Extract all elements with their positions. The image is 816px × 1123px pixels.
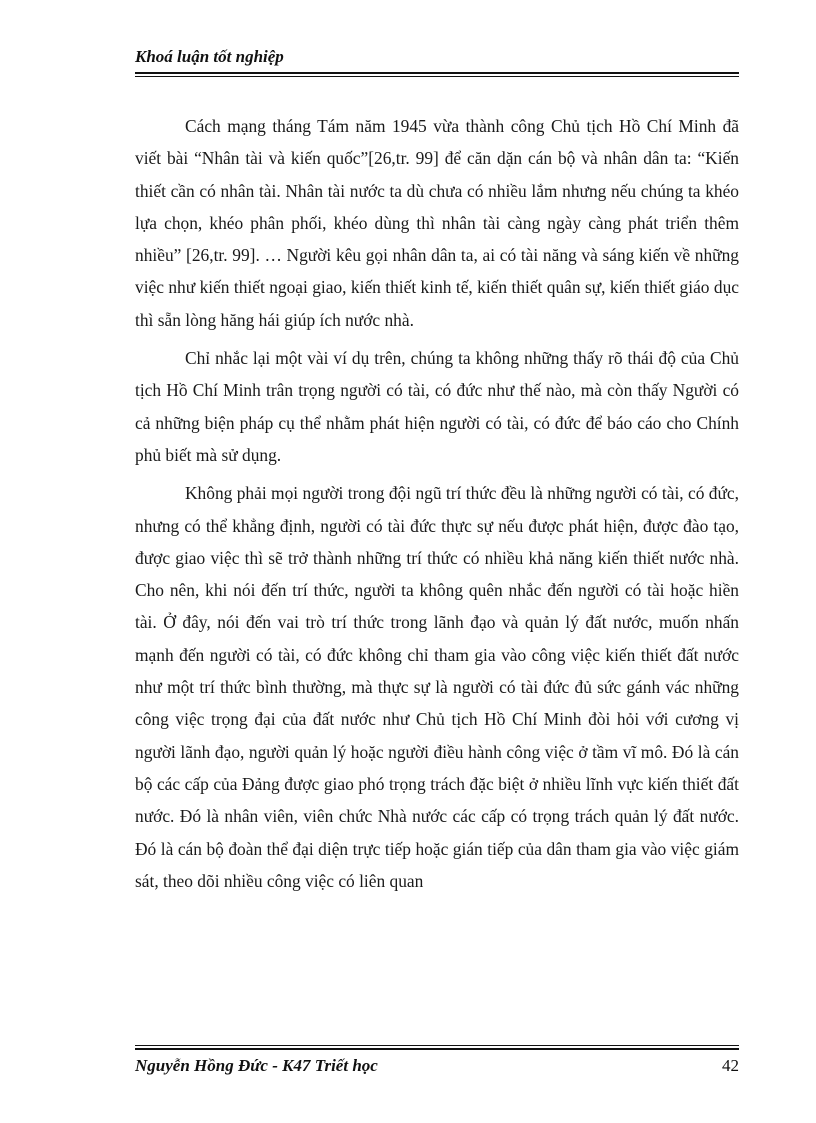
page-footer bbox=[135, 1045, 739, 1085]
footer-rule-thin bbox=[135, 1045, 739, 1046]
page-header bbox=[135, 46, 739, 68]
paragraph-1: Cách mạng tháng Tám năm 1945 vừa thành công Chủ tịch Hồ Chí Minh đã viết bài “Nhân tài và kiến quốc”[26,tr. 99] để căn dặn cán bộ và nhân dân ta: “Kiến thiết cần có nhân tài. Nhân tài nước ta dù chưa có nhiều lắm nhưng nếu chúng ta khéo lựa chọn, khéo phân phối, khéo dùng thì nhân tài càng ngày càng phát triển thêm nhiều” [26,tr. 99]. … Người kêu gọi nhân dân ta, ai có tài năng và sáng kiến về những việc như kiến thiết ngoại giao, kiến thiết kinh tế, kiến thiết quân sự, kiến thiết giáo dục thì sẵn lòng hăng hái giúp ích nước nhà. bbox=[135, 116, 739, 330]
paragraph-3: Không phải mọi người trong đội ngũ trí thức đều là những người có tài, có đức, nhưng có thể khẳng định, người có tài đức thực sự nếu được phát hiện, được đào tạo, được giao việc thì sẽ trở thành những trí thức có nhiều khả năng kiến thiết nước nhà. Cho nên, khi nói đến trí thức, người ta không quên nhắc đến người có tài hoặc hiền tài. Ở đây, nói đến vai trò trí thức trong lãnh đạo và quản lý đất nước, muốn nhấn mạnh đến người có tài, có đức không chỉ tham gia vào công việc kiến thiết đất nước như một trí thức bình thường, mà thực sự là người có tài đức đủ sức gánh vác những công việc trọng đại của đất nước như Chủ tịch Hồ Chí Minh đòi hỏi với cương vị người lãnh đạo, người quản lý hoặc người điều hành công việc ở tầm vĩ mô. Đó là cán bộ các cấp của Đảng được giao phó trọng trách đặc biệt ở nhiều lĩnh vực kiến thiết đất nước. Đó là nhân viên, viên chức Nhà nước các cấp có trọng trách quản lý đất nước. Đó là cán bộ đoàn thể đại diện trực tiếp hoặc gián tiếp của dân tham gia vào việc giám sát, theo dõi nhiều công việc có liên quan bbox=[135, 483, 739, 891]
page-number: 42 bbox=[722, 1056, 739, 1075]
paragraph-2: Chỉ nhắc lại một vài ví dụ trên, chúng ta không những thấy rõ thái độ của Chủ tịch Hồ Chí Minh trân trọng người có tài, có đức như thế nào, mà còn thấy Người có cả những biện pháp cụ thể nhằm phát hiện người có tài, có đức để báo cáo cho Chính phủ biết mà sử dụng. bbox=[135, 348, 739, 465]
header-rule-thin bbox=[135, 76, 739, 77]
footer-rule-thick bbox=[135, 1048, 739, 1050]
body-text bbox=[135, 110, 739, 897]
footer-author: Nguyễn Hồng Đức - K47 Triết học bbox=[135, 1056, 378, 1075]
header-title: Khoá luận tốt nghiệp bbox=[135, 47, 284, 66]
header-rule-thick bbox=[135, 72, 739, 74]
